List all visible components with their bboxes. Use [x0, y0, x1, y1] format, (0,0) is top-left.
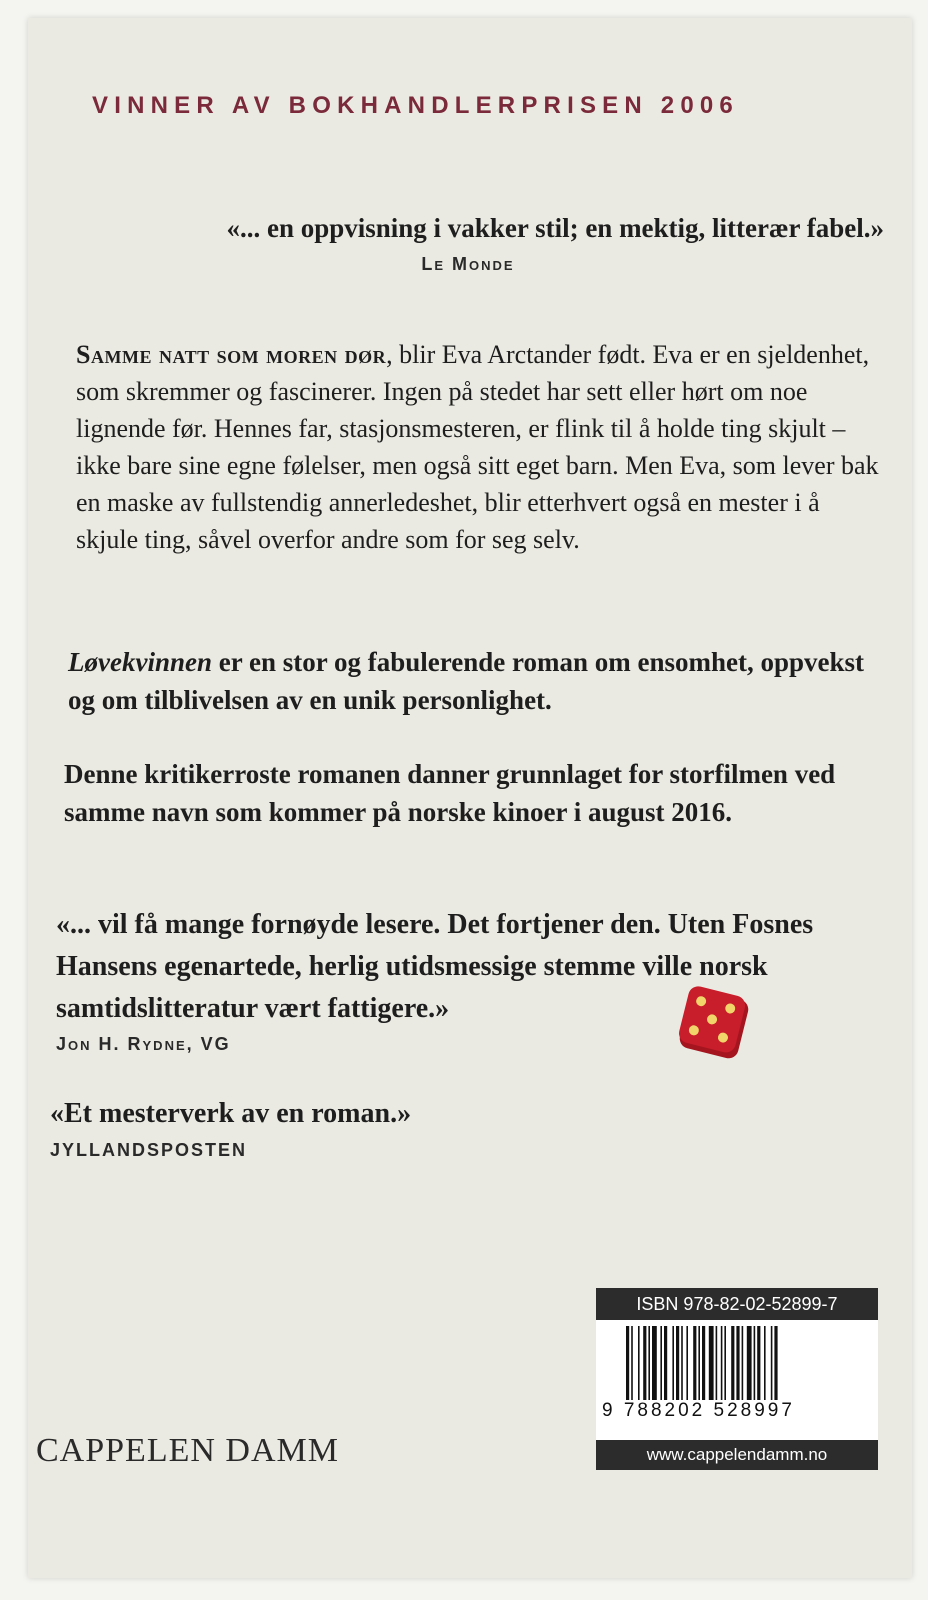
blurb-paragraph — [76, 336, 886, 558]
isbn-label: ISBN 978-82-02-52899-7 — [596, 1288, 878, 1320]
quote-source-jyllandsposten: JYLLANDSPOSTEN — [50, 1140, 248, 1160]
back-cover — [28, 18, 912, 1578]
book-title: Løvekvinnen — [68, 647, 212, 677]
summary-text: er en stor og fabulerende roman om ensomhet, oppvekst og om tilblivelsen av en unik personlighet. — [68, 647, 864, 715]
quote-le-monde: «... en oppvisning i vakker stil; en mektig, litterær fabel.» — [226, 213, 884, 243]
website-link[interactable]: www.cappelendamm.no — [596, 1440, 878, 1470]
quote-vg: «... vil få mange fornøyde lesere. Det fortjener den. Uten Fosnes Hansens egenartede, herlig utidsmessige stemme ville norsk samtidslitteratur vært fattigere.» — [56, 909, 814, 1024]
summary-paragraph — [68, 643, 888, 719]
blurb-lead: Samme natt som moren dør — [76, 340, 387, 369]
barcode-digits: 9 788202 528997 — [602, 1400, 795, 1421]
blurb-text: , blir Eva Arctander født. Eva er en sjeldenhet, som skremmer og fascinerer. Ingen på stedet har sett eller hørt om noe lignende før. Hennes far, stasjonsmesteren, er flink til å holde ting skjult – ikke bare sine egne følelser, men også sitt eget barn. Men Eva, som lever bak en maske av fullstendig annerledeshet, blir etterhvert også en mester i å skjule ting, såvel overfor andre som for seg selv. — [76, 340, 879, 554]
quote-source-vg: Jon H. Rydne, VG — [56, 1034, 231, 1054]
publisher-logo: CAPPELEN DAMM — [36, 1432, 339, 1469]
die-five-icon — [674, 984, 754, 1064]
barcode — [596, 1320, 878, 1440]
barcode-lines — [596, 1320, 878, 1440]
quote-jyllandsposten: «Et mesterverk av en roman.» — [50, 1098, 412, 1129]
quote-source-le-monde: Le Monde — [421, 254, 515, 274]
prize-banner: VINNER AV BOKHANDLERPRISEN 2006 — [92, 92, 739, 119]
film-note: Denne kritikerroste romanen danner grunnlaget for storfilmen ved samme navn som kommer på norske kinoer i august 2016. — [64, 759, 836, 827]
